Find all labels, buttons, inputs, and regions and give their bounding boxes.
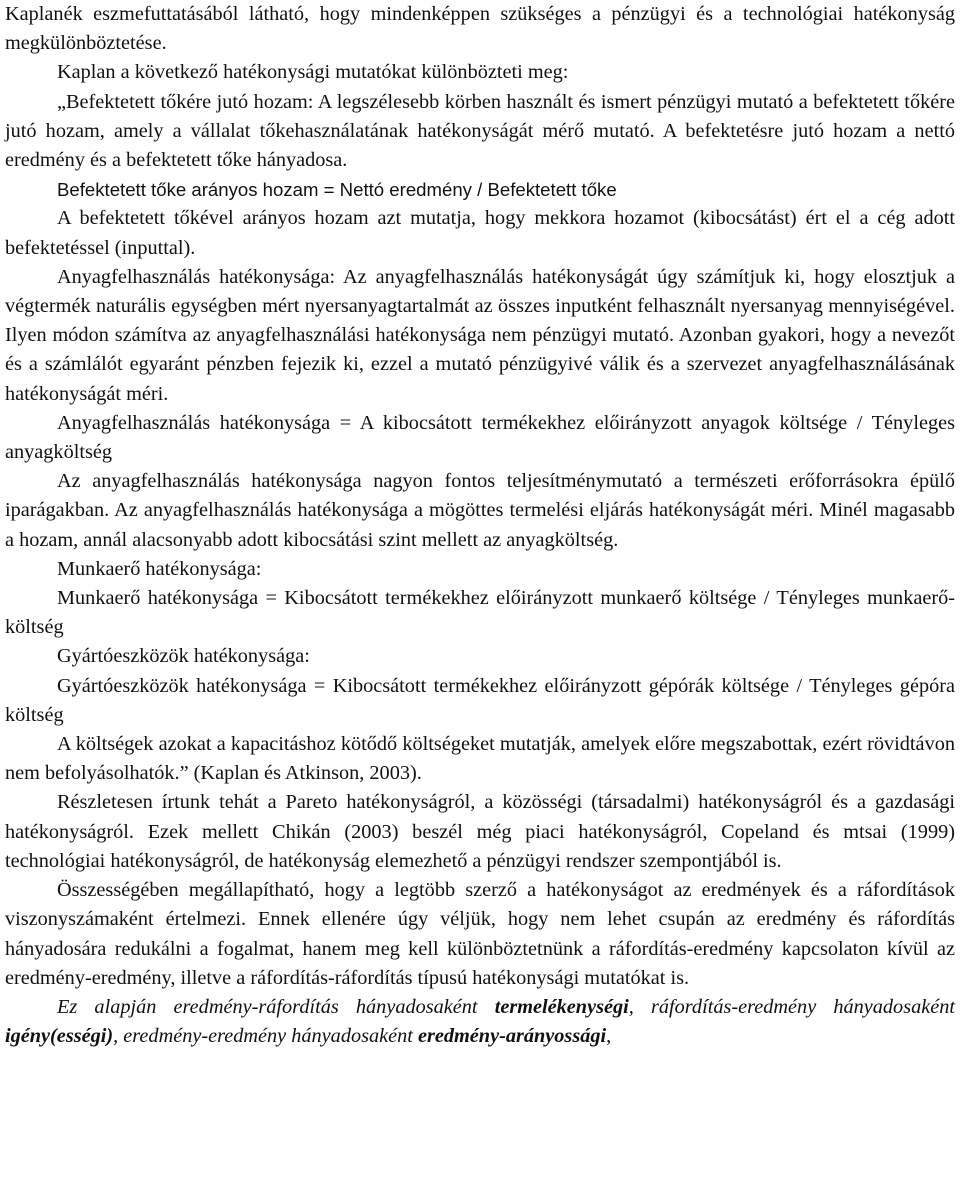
paragraph-summary-types: Részletesen írtunk tehát a Pareto hatékonyságról, a közösségi (társadalmi) hatékonyságról és a gazdasági hatékonyságról. Ezek mellett Chikán (2003) beszél még piaci hatékonyságról, Copeland és mtsai (1999) technológiai hatékonyságról, de hatékonyság elemezhető a pénzügyi rendszer szempontjából is. <box>5 791 955 872</box>
final-text-2: , ráfordítás-eredmény hányadosaként <box>628 995 956 1018</box>
formula-labor-efficiency: Munkaerő hatékonysága = Kibocsátott termékekhez előirányzott munkaerő költsége / Tényleges munkaerő-költség <box>5 587 955 639</box>
heading-labor-efficiency: Munkaerő hatékonysága: <box>57 557 262 580</box>
paragraph-intro: Kaplanék eszmefuttatásából látható, hogy mindenképpen szükséges a pénzügyi és a technológiai hatékonyság megkülönböztetése. <box>5 3 955 55</box>
final-bold-2: igény(ességi) <box>5 1025 114 1048</box>
final-text-1: Ez alapján eredmény-ráfordítás hányadosaként <box>57 995 495 1018</box>
formula-equipment-efficiency: Gyártóeszközök hatékonysága = Kibocsátott termékekhez előirányzott gépórák költsége / Tényleges gépóra költség <box>5 674 955 726</box>
paragraph-roi-definition: „Befektetett tőkére jutó hozam: A legszélesebb körben használt és ismert pénzügyi mutató a befektetett tőkére jutó hozam, amely a vállalat tőkehasználatának hatékonyságát mérő mutató. A befektetésre jutó hozam a nettó eredmény és a befektetett tőke hányadosa. <box>5 90 955 172</box>
paragraph-final-italic <box>5 993 955 1051</box>
heading-equipment-efficiency: Gyártóeszközök hatékonysága: <box>57 645 310 668</box>
paragraph-roi-explanation: A befektetett tőkével arányos hozam azt mutatja, hogy mekkora hozamot (kibocsátást) ért el a cég adott befektetéssel (inputtal). <box>5 207 955 259</box>
paragraph-material-efficiency: Anyagfelhasználás hatékonysága: Az anyagfelhasználás hatékonyságát úgy számítjuk ki, hogy elosztjuk a végtermék naturális egységben mért nyersanyagtartalmát az összes inputként felhasznált nyersanyag mennyiségével. Ilyen módon számítva az anyagfelhasználási hatékonysága nem pénzügyi mutató. Azonban gyakori, hogy a nevezőt és a számlálót egyaránt pénzben fejezik ki, ezzel a mutató pénzügyivé válik és a szervezet anyagfelhasználásának hatékonyságát méri. <box>5 265 955 405</box>
formula-material-efficiency: Anyagfelhasználás hatékonysága = A kibocsátott termékekhez előirányzott anyagok költsége / Tényleges anyagköltség <box>5 411 955 464</box>
final-text-4: , <box>606 1025 612 1048</box>
formula-roi: Befektetett tőke arányos hozam = Nettó eredmény / Befektetett tőke <box>57 179 617 201</box>
paragraph-kaplan-list-intro: Kaplan a következő hatékonysági mutatókat különbözteti meg: <box>57 61 569 84</box>
final-bold-1: termelékenységi <box>494 995 629 1018</box>
final-bold-3: eredmény-arányossági <box>417 1025 607 1048</box>
paragraph-costs: A költségek azokat a kapacitáshoz kötődő költségeket mutatják, amelyek előre megszabottak, ezért rövidtávon nem befolyásolhatók.” (Kaplan és Atkinson, 2003). <box>5 733 955 785</box>
paragraph-conclusion: Összességében megállapítható, hogy a legtöbb szerző a hatékonyságot az eredmények és a ráfordítások viszonyszámaként értelmezi. Ennek ellenére úgy véljük, hogy nem lehet csupán az eredmény és ráfordítás hányadosára redukálni a fogalmat, hanem meg kell különböztetnünk a ráfordítás-eredmény kapcsolaton kívül az eredmény-eredmény, illetve a ráfordítás-ráfordítás típusú hatékonysági mutatókat is. <box>5 879 955 989</box>
paragraph-material-importance: Az anyagfelhasználás hatékonysága nagyon fontos teljesítménymutató a természeti erőforrásokra épülő iparágakban. Az anyagfelhasználás hatékonysága a mögöttes termelési eljárás hatékonyságát méri. Minél magasabb a hozam, annál alacsonyabb adott kibocsátási szint mellett az anyagköltség. <box>5 470 955 551</box>
final-text-3: , eredmény-eredmény hányadosaként <box>113 1025 418 1048</box>
